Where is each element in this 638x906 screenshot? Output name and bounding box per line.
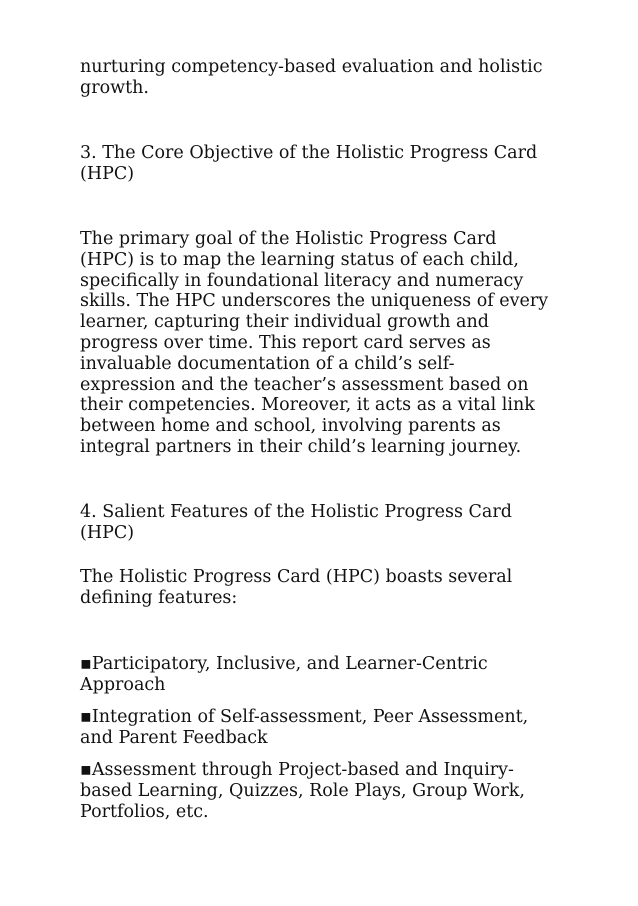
square-bullet-icon: ▪ (80, 654, 92, 674)
feature-list-item (80, 760, 550, 822)
feature-list-item (80, 707, 550, 749)
square-bullet-icon: ▪ (80, 760, 92, 780)
section-3-body-paragraph: The primary goal of the Holistic Progress Card (HPC) is to map the learning status of each child, specifically in foundational literacy and numeracy skills. The HPC underscores the uniqueness of every learner, capturing their individual growth and progress over time. This report card serves as invaluable documentation of a child’s self-expression and the teacher’s assessment based on their competencies. Moreover, it acts as a vital link between home and school, involving parents as integral partners in their child’s learning journey. (80, 229, 549, 457)
feature-text: Integration of Self-assessment, Peer Assessment, and Parent Feedback (80, 707, 529, 748)
square-bullet-icon: ▪ (80, 707, 92, 727)
feature-text: Assessment through Project-based and Inquiry-based Learning, Quizzes, Role Plays, Group Work, Portfolios, etc. (80, 760, 525, 822)
section-4-intro-paragraph: The Holistic Progress Card (HPC) boasts several defining features: (80, 567, 513, 608)
feature-list-item (80, 654, 550, 696)
feature-text: Participatory, Inclusive, and Learner-Centric Approach (80, 654, 488, 695)
section-3-heading: 3. The Core Objective of the Holistic Progress Card (HPC) (80, 143, 538, 184)
section-4-heading: 4. Salient Features of the Holistic Progress Card (HPC) (80, 502, 512, 543)
intro-continuation-paragraph: nurturing competency-based evaluation and holistic growth. (80, 57, 543, 98)
